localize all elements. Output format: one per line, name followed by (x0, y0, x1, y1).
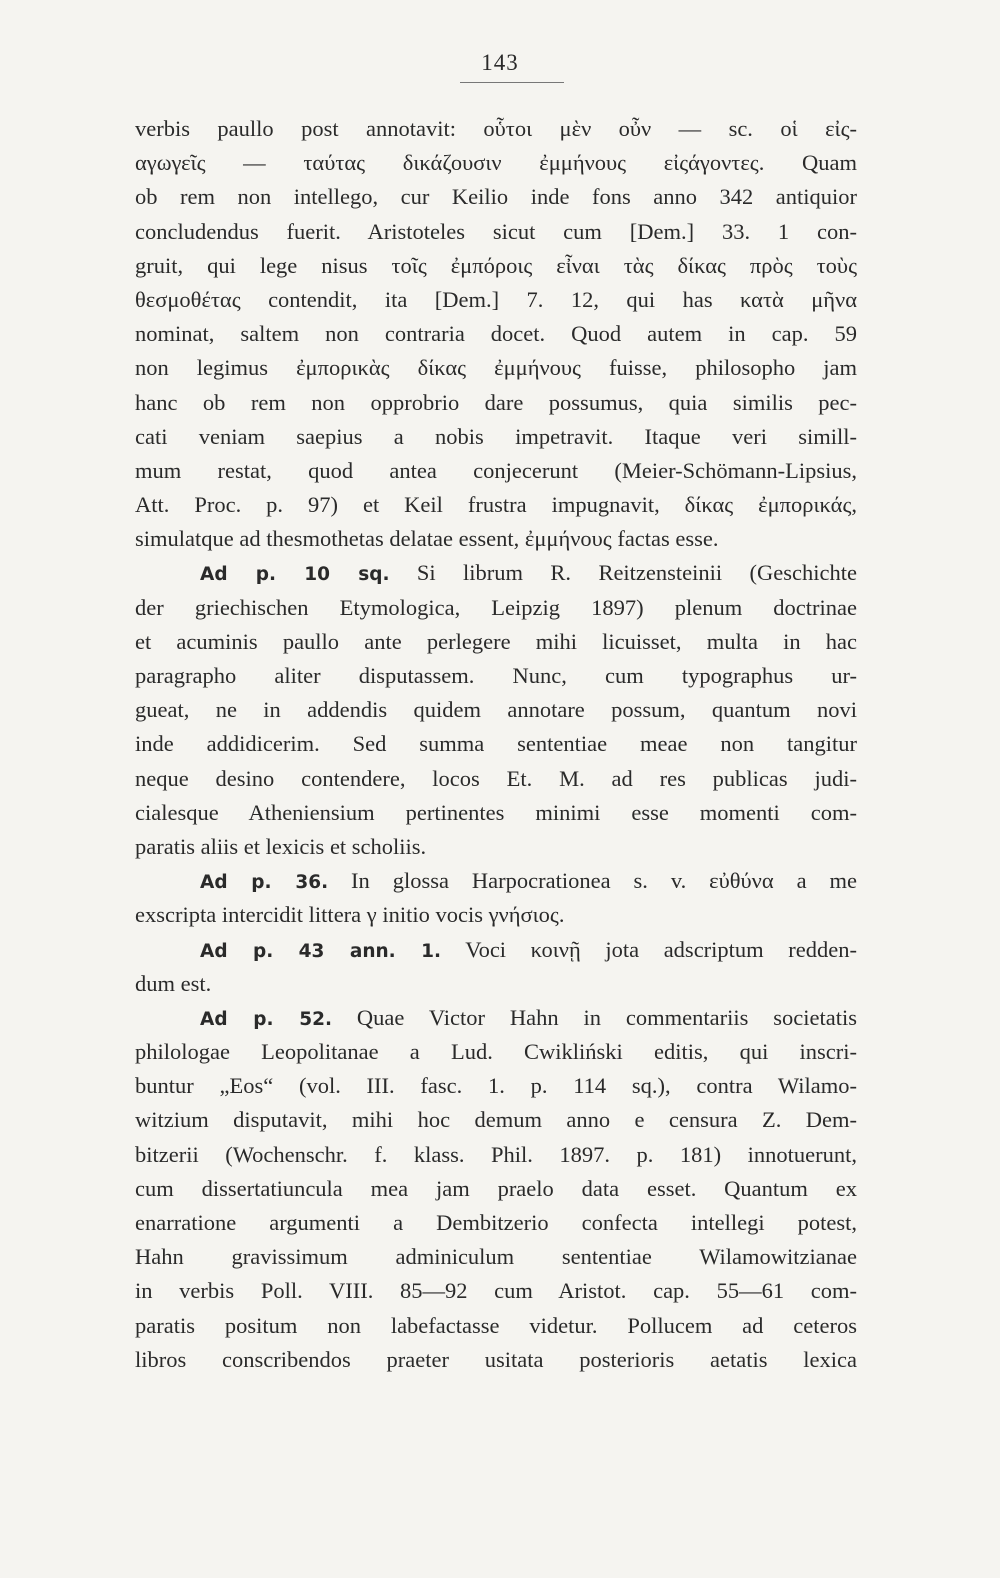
line-text: buntur „Eos“ (vol. III. fasc. 1. p. 114 sq.), contra Wilamo- (135, 1073, 857, 1099)
text-line (135, 180, 857, 214)
line-text: nominat, saltem non contraria docet. Quod autem in cap. 59 (135, 321, 857, 347)
line-text: exscripta intercidit littera γ initio vocis γνήσιος. (135, 902, 565, 928)
line-text: et acuminis paullo ante perlegere mihi licuisset, multa in hac (135, 628, 857, 654)
line-text: paragrapho aliter disputassem. Nunc, cum typographus ur- (135, 663, 857, 688)
line-text: Voci κοινῇ jota adscriptum redden- (465, 936, 857, 962)
line-text: mum restat, quod antea conjecerunt (Meier-Schömann-Lipsius, (135, 457, 857, 483)
line-text: concludendus fuerit. Aristoteles sicut cum [Dem.] 33. 1 con- (135, 218, 857, 244)
text-line (135, 693, 857, 727)
line-text: libros conscribendos praeter usitata posterioris aetatis lexica (135, 1346, 857, 1372)
text-line (135, 967, 857, 1001)
line-text: Quae Victor Hahn in commentariis societatis (356, 1004, 857, 1030)
text-line (135, 1138, 857, 1172)
text-line (135, 1343, 857, 1377)
text-line (135, 1172, 857, 1206)
text-line (135, 796, 857, 830)
text-line (135, 215, 857, 249)
line-text: bitzerii (Wochenschr. f. klass. Phil. 1897. p. 181) innotuerunt, (135, 1141, 857, 1167)
addendum-first-line (135, 556, 857, 590)
line-text: dum est. (135, 970, 212, 996)
text-line (135, 898, 857, 932)
text-line (135, 454, 857, 488)
text-line (135, 351, 857, 385)
line-text: cati veniam saepius a nobis impetravit. Itaque veri simill- (135, 423, 857, 449)
text-line (135, 1206, 857, 1240)
text-line (135, 1274, 857, 1308)
line-text: inde addidicerim. Sed summa sententiae meae non tangitur (135, 731, 857, 757)
page-number: 143 (481, 50, 519, 75)
text-line (135, 283, 857, 317)
line-text: gueat, ne in addendis quidem annotare possum, quantum novi (135, 697, 857, 723)
line-text: hanc ob rem non opprobrio dare possumus, quia similis pec- (135, 389, 857, 415)
line-text: verbis paullo post annotavit: οὗτοι μὲν οὖν — sc. οἱ εἰς- (135, 116, 857, 141)
addendum-reference: Ad p. 43 ann. 1. (200, 940, 442, 962)
line-text: non legimus ἐμπορικὰς δίκας ἐμμήνους fuisse, philosopho jam (135, 355, 857, 381)
line-text: cialesque Atheniensium pertinentes minimi esse momenti com- (135, 799, 857, 825)
line-text: Att. Proc. p. 97) et Keil frustra impugnavit, δίκας ἐμπορικάς, (135, 492, 857, 518)
text-line (135, 1240, 857, 1274)
addendum-first-line (135, 864, 857, 898)
line-text: Si librum R. Reitzensteinii (Geschichte (416, 560, 857, 586)
text-line (135, 659, 857, 693)
line-text: cum dissertatiuncula mea jam praelo data esset. Quantum ex (135, 1175, 857, 1201)
text-line (135, 727, 857, 761)
text-line (135, 1103, 857, 1137)
text-line (135, 1035, 857, 1069)
page-number-rule (460, 82, 564, 83)
text-line (135, 386, 857, 420)
line-text: philologae Leopolitanae a Lud. Cwikliński editis, qui inscri- (135, 1039, 857, 1065)
line-text: simulatque ad thesmothetas delatae essent, ἐμμήνους factas esse. (135, 526, 719, 552)
line-text: enarratione argumenti a Dembitzerio confecta intellegi potest, (135, 1210, 857, 1235)
line-text: witzium disputavit, mihi hoc demum anno e censura Z. Dem- (135, 1107, 857, 1133)
text-line (135, 420, 857, 454)
addendum-reference: Ad p. 36. (200, 872, 329, 894)
text-line (135, 591, 857, 625)
line-text: In glossa Harpocrationea s. v. εὐθύνα a me (351, 868, 857, 894)
text-line (135, 249, 857, 283)
line-text: gruit, qui lege nisus τοῖς ἐμπόροις εἶναι τὰς δίκας πρὸς τοὺς (135, 252, 857, 278)
addendum-reference: Ad p. 52. (200, 1008, 333, 1030)
text-line (135, 625, 857, 659)
line-text: ob rem non intellego, cur Keilio inde fons anno 342 antiquior (135, 184, 857, 210)
line-text: der griechischen Etymologica, Leipzig 1897) plenum doctrinae (135, 594, 857, 620)
text-line (135, 830, 857, 864)
line-text: paratis aliis et lexicis et scholiis. (135, 833, 427, 859)
text-line (135, 112, 857, 146)
line-text: Hahn gravissimum adminiculum sententiae Wilamowitzianae (135, 1244, 857, 1270)
text-line (135, 1069, 857, 1103)
text-line (135, 146, 857, 180)
text-line (135, 317, 857, 351)
text-line (135, 1309, 857, 1343)
addendum-reference: Ad p. 10 sq. (200, 564, 390, 586)
line-text: in verbis Poll. VIII. 85—92 cum Aristot. cap. 55—61 com- (135, 1278, 857, 1304)
line-text: paratis positum non labefactasse videtur. Pollucem ad ceteros (135, 1312, 857, 1338)
line-text: αγωγεῖς — ταύτας δικάζουσιν ἐμμήνους εἰςάγοντες. Quam (135, 150, 857, 176)
addendum-first-line (135, 933, 857, 967)
body-text (135, 112, 857, 1377)
line-text: neque desino contendere, locos Et. M. ad res publicas judi- (135, 765, 857, 791)
text-line (135, 488, 857, 522)
line-text: θεσμοθέτας contendit, ita [Dem.] 7. 12, qui has κατὰ μῆνα (135, 286, 857, 312)
text-line (135, 762, 857, 796)
text-line (135, 522, 857, 556)
addendum-first-line (135, 1001, 857, 1035)
